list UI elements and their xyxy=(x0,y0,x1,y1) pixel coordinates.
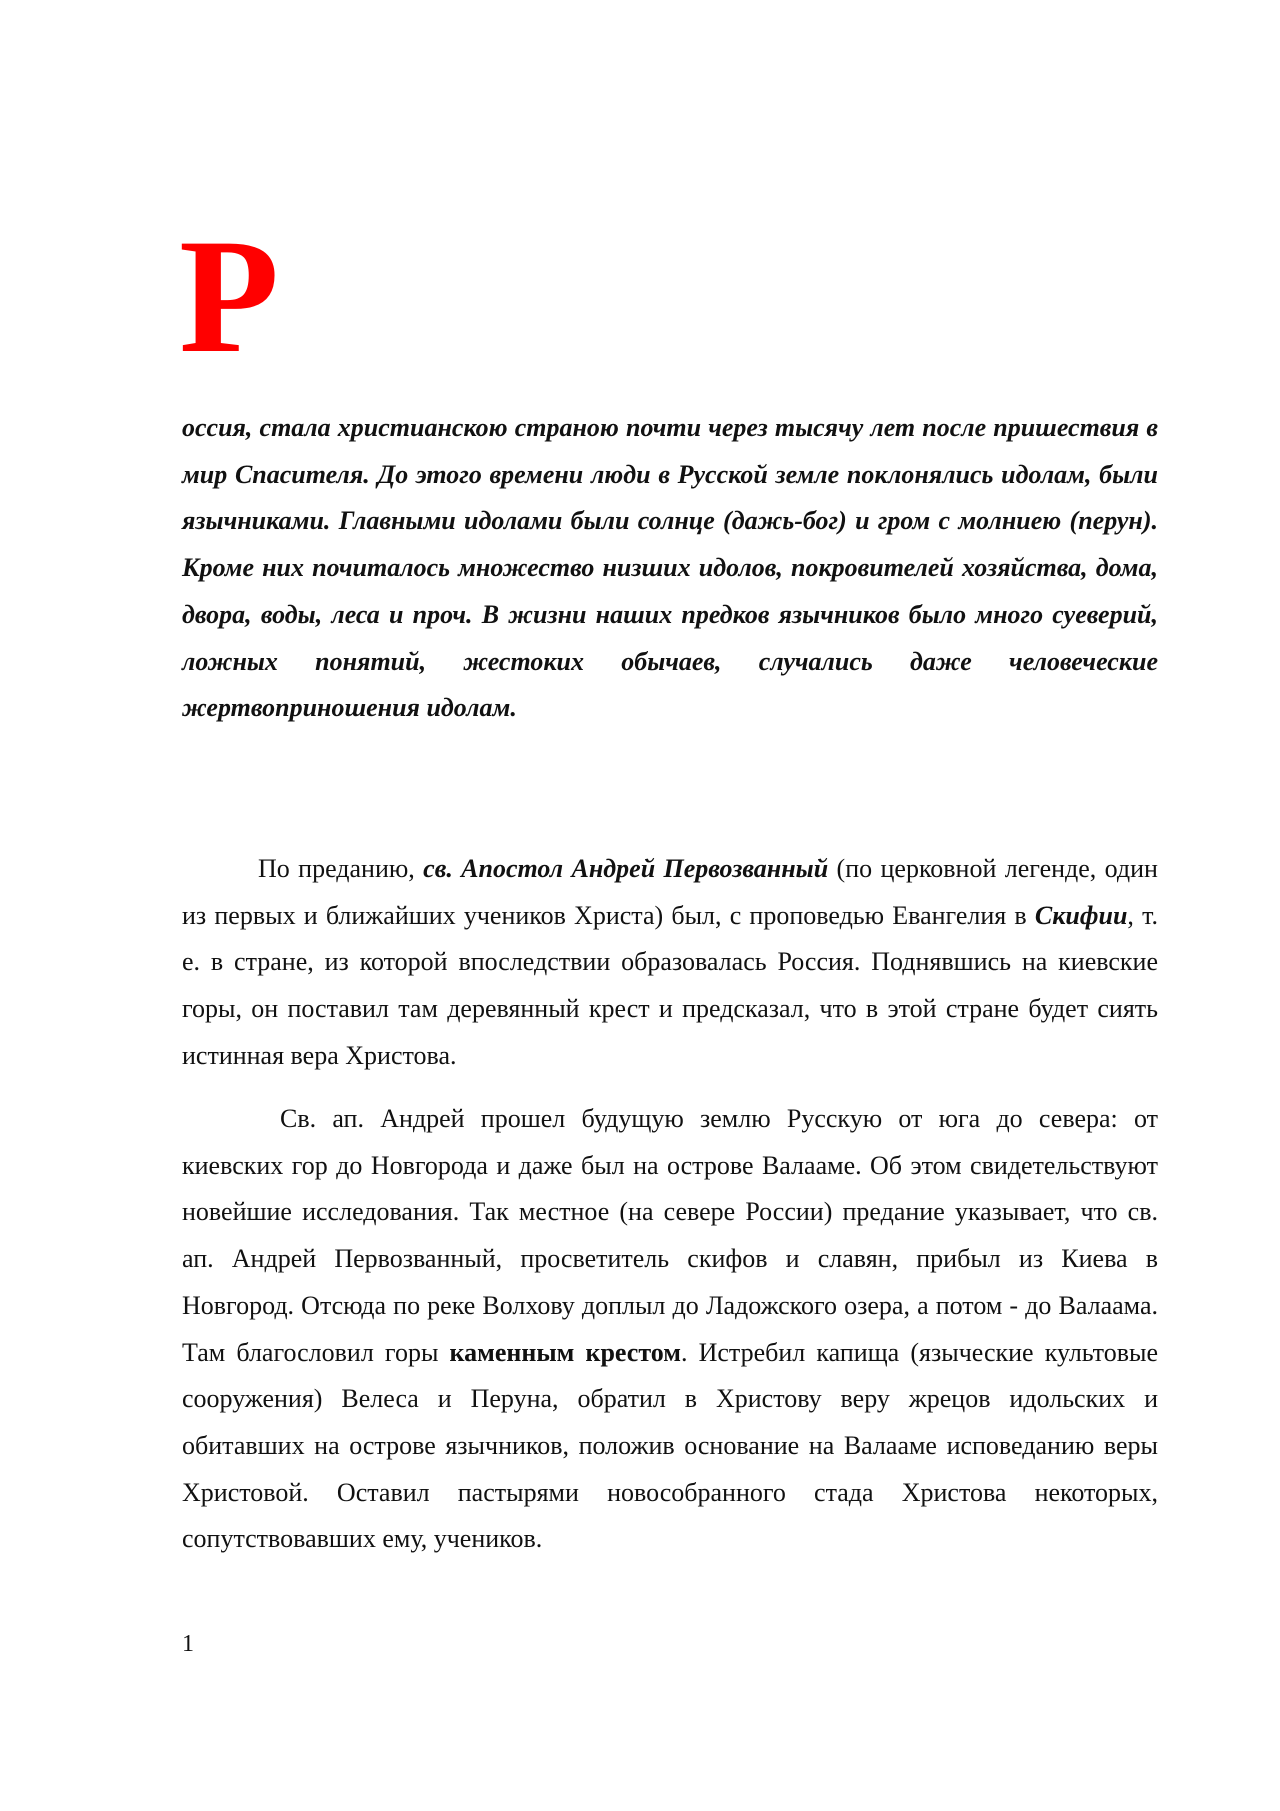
emphasis-apostle-name: св. Апостол Андрей Первозванный xyxy=(423,854,829,883)
intro-paragraph: оссия, стала христианскою страною почти через тысячу лет после пришествия в мир Спасителя. До этого времени люди в Русской земле поклонялись идолам, были язычниками. Главными идолами были солнце (дажь-бог) и гром с молниею (перун). Кроме них почиталось множество низших идолов, покровителей хозяйства, дома, двора, воды, леса и проч. В жизни наших предков язычников было много суеверий, ложных понятий, жестоких обычаев, случались даже человеческие жертвоприношения идолам. xyxy=(182,413,1158,723)
paragraph-text: (по церковной легенде, один из первых и ближайших учеников Христа) был, с проповедью Евангелия в xyxy=(182,854,1158,930)
drop-cap-letter: Р xyxy=(179,206,280,387)
paragraph-text: Св. ап. Андрей прошел будущую землю Русскую от юга до севера: от киевских гор до Новгорода и даже был на острове Валааме. Об этом свидетельствуют новейшие исследования. Так местное (на севере России) предание указывает, что св. ап. Андрей Первозванный, просветитель скифов и славян, прибыл из Киева в Новгород. Отсюда по реке Волхову доплыл до Ладожского озера, а потом - до Валаама. Там благословил горы xyxy=(182,1104,1158,1367)
paragraph-valaam xyxy=(182,1096,1158,1563)
page-number: 1 xyxy=(182,1631,194,1657)
emphasis-scythia: Скифии xyxy=(1034,900,1128,930)
paragraph-text: . Истребил капища (языческие культовые сооружения) Велеса и Перуна, обратил в Христову веру жрецов идольских и обитавших на острове язычников, положив основание на Валааме исповеданию веры Христовой. Оставил пастырями новособранного стада Христова некоторых, сопутствовавших ему, учеников. xyxy=(182,1337,1158,1554)
emphasis-stone-cross: каменным крестом xyxy=(449,1337,681,1367)
paragraph-text: По преданию, xyxy=(258,854,424,883)
paragraph-apostle-andrew xyxy=(182,846,1158,1080)
paragraph-text: , т. е. в стране, из которой впоследствии образовалась Россия. Поднявшись на киевские горы, он поставил там деревянный крест и предсказал, что в этой стране будет сиять истинная вера Христова. xyxy=(182,900,1158,1070)
